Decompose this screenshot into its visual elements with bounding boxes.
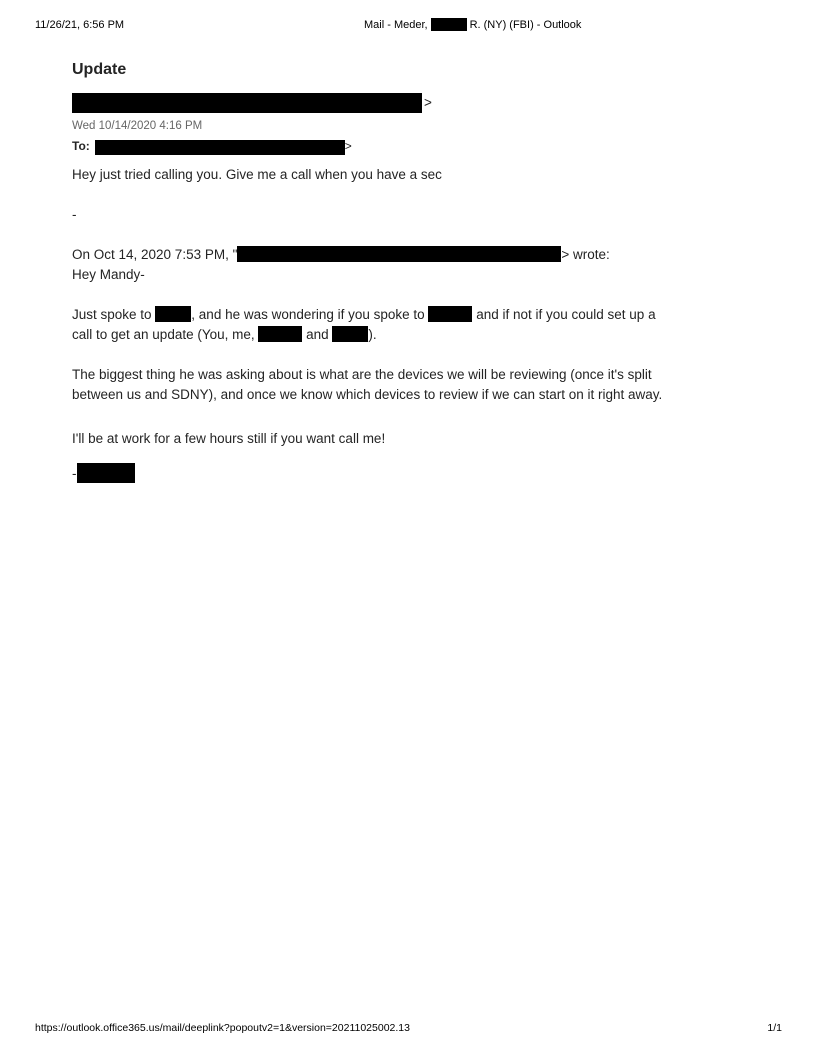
print-title-suffix: R. (NY) (FBI) - Outlook [469, 19, 582, 31]
sender-bracket: > [424, 95, 432, 110]
body-separator: - [72, 206, 77, 222]
paragraph-2 [72, 365, 772, 405]
sender-redaction-bar [72, 93, 422, 113]
paragraph-2-line-2: between us and SDNY), and once we know which devices to review if we can start on it right away. [72, 386, 663, 402]
paragraph-1-text-b: , and he was wondering if you spoke to [191, 306, 429, 322]
print-title [364, 18, 581, 32]
quoted-message-header [72, 245, 772, 285]
paragraph-2-line-1: The biggest thing he was asking about is what are the devices we will be reviewing (once it's split [72, 366, 652, 382]
paragraph-1-text-d: and [302, 326, 333, 342]
name-redaction-bar-4 [332, 326, 368, 342]
print-footer [35, 1022, 782, 1035]
signature-redaction-bar [77, 463, 135, 483]
paragraph-1-text-a: Just spoke to [72, 306, 156, 322]
body-intro: Hey just tried calling you. Give me a call when you have a sec [72, 166, 442, 182]
name-redaction-bar-2 [428, 306, 472, 322]
greeting: Hey Mandy- [72, 266, 145, 282]
footer-url: https://outlook.office365.us/mail/deeplink?popoutv2=1&version=20211025002.13 [35, 1022, 410, 1034]
to-label: To: [72, 139, 90, 154]
paragraph-1-text-e: ). [368, 326, 377, 342]
quote-suffix: > wrote: [561, 246, 610, 262]
paragraph-1-text-c2: call to get an update (You, me, [72, 326, 259, 342]
paragraph-3: I'll be at work for a few hours still if you want call me! [72, 430, 386, 446]
print-header [35, 18, 782, 32]
signature-dash: - [72, 465, 77, 481]
print-datetime: 11/26/21, 6:56 PM [35, 19, 125, 31]
email-subject: Update [72, 61, 127, 78]
header-name-redaction-bar [431, 18, 467, 31]
name-redaction-bar-1 [155, 306, 191, 322]
sender-line [72, 93, 772, 113]
recipient-line [72, 138, 772, 154]
recipient-bracket: > [344, 139, 352, 154]
signature-line [72, 463, 772, 484]
email-content [72, 60, 772, 484]
email-body [72, 165, 772, 484]
sent-date: Wed 10/14/2020 4:16 PM [72, 120, 203, 133]
paragraph-1-text-c1: and if not if you could set up a [472, 306, 656, 322]
quote-sender-redaction-bar [237, 246, 561, 262]
print-title-prefix: Mail - Meder, [364, 19, 428, 31]
name-redaction-bar-3 [258, 326, 302, 342]
recipient-redaction-bar [95, 140, 345, 155]
footer-page-number: 1/1 [767, 1022, 782, 1034]
paragraph-1 [72, 305, 772, 345]
quote-prefix: On Oct 14, 2020 7:53 PM, " [72, 246, 238, 262]
